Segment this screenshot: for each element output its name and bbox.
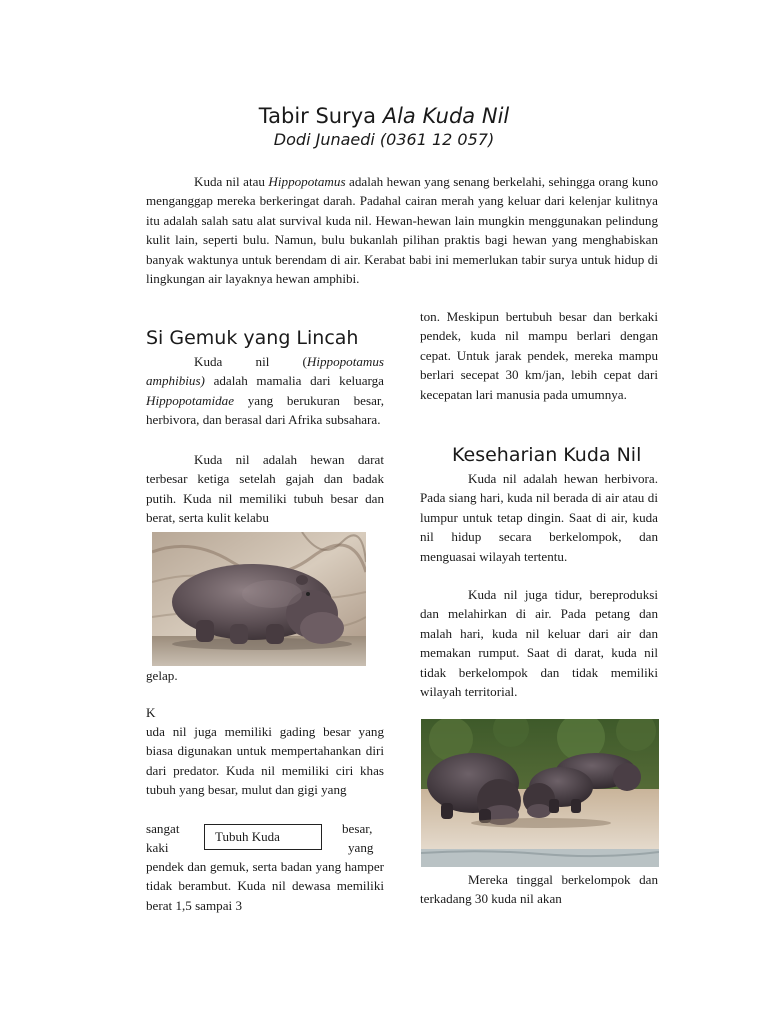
s1p1-italic-2: Hippopotamidae (146, 392, 235, 408)
page-title (0, 102, 768, 130)
section1-paragraph-2: Kuda nil adalah hewan darat terbesar ketiga setelah gajah dan badak putih. Kuda nil memiliki tubuh besar dan berat, serta kulit kelabu (146, 452, 384, 526)
intro-text-2: adalah hewan yang senang berkelahi, sehingga orang kuno menganggap mereka berkeringat darah. Padahal cairan merah yang keluar dari kelenjar kulitnya itu adalah salah satu alat survival kuda nil. Hewan-hewan lain mungkin menggunakan pelindung kulit lain, seperti bulu. Namun, bulu bukanlah pilihan praktis bagi hewan yang menghabiskan banyak waktunya untuk berendam di air. Kerabat babi ini memerlukan tabir surya untuk hidup di lingkungan air layaknya hewan amphibi. (146, 174, 659, 287)
author-line: Dodi Junaedi (0361 12 057) (273, 130, 495, 149)
text-box-tubuh-kuda[interactable]: Tubuh Kuda (204, 824, 322, 850)
col2-paragraph-2: Kuda nil adalah hewan herbivora. Pada siang hari, kuda nil berada di air atau di lumpur untuk tetap dingin. Saat di air, kuda nil hidup secara berkelompok, dan menguasai wilayah tertentu. (420, 471, 658, 564)
intro-text-1: Kuda nil atau (194, 174, 269, 189)
s1p1-b: adalah mamalia dari keluarga (204, 373, 384, 389)
col2-paragraph-1: ton. Meskipun bertubuh besar dan berkaki pendek, kuda nil mampu berlari dengan cepat. Untuk jarak pendek, mereka mampu berlari secepat 30 km/jan, lebih cepat dari kecepatan lari manusia pada umumnya. (420, 309, 658, 402)
p3-line1-left: sangat (146, 821, 180, 836)
hippo-photo-group (421, 719, 659, 867)
col2-paragraph-4: Mereka tinggal berkelompok dan terkadang 30 kuda nil akan (420, 872, 658, 907)
section-heading-2: Keseharian Kuda Nil (452, 444, 642, 466)
section1-paragraph-3: uda nil juga memiliki gading besar yang biasa digunakan untuk mempertahankan diri dari predator. Kuda nil memiliki ciri khas tubuh yang besar, mulut dan gigi yang (146, 724, 384, 798)
section1-paragraph-2-end: gelap. (146, 668, 178, 683)
p3-line2-right: yang (348, 840, 374, 855)
intro-italic: Hippopotamus (268, 174, 346, 189)
hippo-photo-single (152, 532, 366, 666)
title-main: Tabir Surya (258, 104, 383, 128)
hippo-group-image (421, 719, 659, 867)
col2-paragraph-3: Kuda nil juga tidur, bereproduksi dan melahirkan di air. Pada petang dan malah hari, kuda nil keluar dari air dan memakan rumput. Saat di darat, kuda nil tidak berkelompok dan tidak memiliki wilayah territorial. (420, 587, 658, 700)
s1p1-a: Kuda nil ( (194, 354, 307, 369)
dropcap-letter: K (146, 705, 156, 720)
s1p1-italic-1: Hippopotamus amphibius) (146, 354, 384, 389)
hippo-single-image (152, 532, 366, 666)
s1p1-c: yang berukuran besar, herbivora, dan berasal dari Afrika subsahara. (146, 392, 384, 428)
section1-paragraph-1 (146, 352, 384, 430)
intro-paragraph (146, 172, 658, 288)
p3-line2-left: kaki (146, 840, 169, 855)
section1-paragraph-3-cont: pendek dan gemuk, serta badan yang hamper tidak berambut. Kuda nil dewasa memiliki berat 1,5 sampai 3 (146, 859, 384, 913)
p3-line1-right: besar, (342, 821, 373, 836)
title-italic: Ala Kuda Nil (382, 104, 510, 128)
section-heading-1: Si Gemuk yang Lincah (146, 327, 359, 349)
